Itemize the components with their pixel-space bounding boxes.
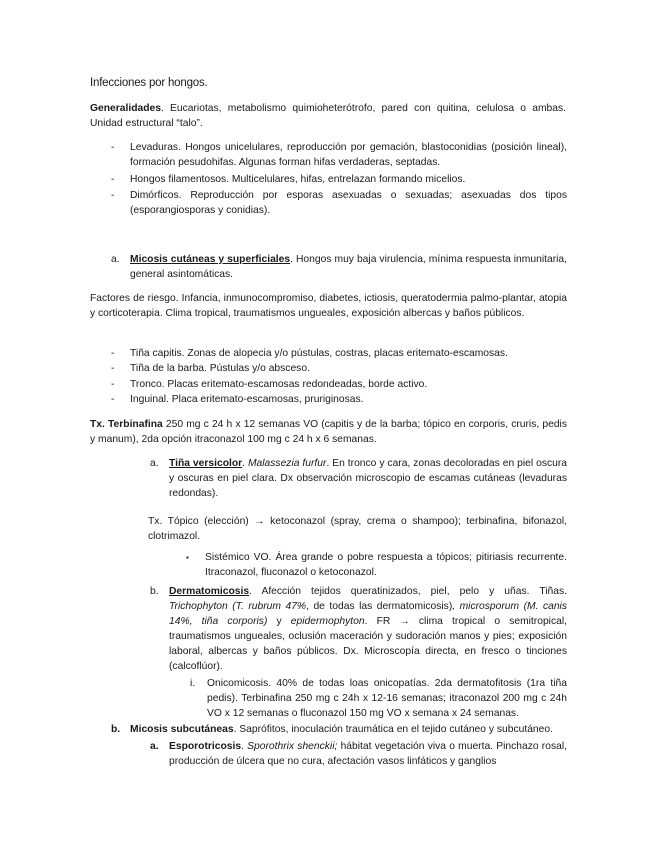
dash-bullet: - (111, 174, 115, 185)
esporotricosis-label: Esporotricosis (169, 741, 242, 752)
dash-bullet: - (111, 190, 115, 201)
generalidades-paragraph (90, 101, 566, 131)
section-b-marker: b. (111, 724, 121, 735)
dermatomicosis-text: . FR → clima tropical o semitropical, traumatismos ungueales, oclusión maceración y sudoración manos y pies; exposición laboral, albercas y baños públicos. Dx. Microscopía directa, en fresco o tinciones (calcoflúor). (169, 616, 567, 672)
dash-bullet: - (111, 363, 115, 374)
esporotricosis-species: Sporothrix shenckii; (247, 741, 338, 752)
onicomicosis-marker: i. (190, 678, 196, 689)
section-b-text: . Saprófitos, inoculación traumática en el tejido cutáneo y subcutáneo. (233, 724, 553, 735)
tx-text: 250 mg c 24 h x 12 semanas VO (capitis y de la barba; tópico en corporis, cruris, pedis y manum), 2da opción itraconazol 100 mg c 24 h x 6 semanas. (90, 419, 567, 445)
tina-versicolor-label: Tiña versicolor (169, 458, 243, 469)
dash-bullet: - (111, 394, 115, 405)
epidermophyton-text: epidermophyton (290, 616, 365, 627)
page-title: Infecciones por hongos. (90, 77, 208, 89)
section-b-paragraph (130, 722, 570, 737)
list-item: Tiña capitis. Zonas de alopecia y/o pústulas, costras, placas eritemato-escamosas. (130, 348, 508, 359)
dermatomicosis-paragraph (169, 584, 567, 674)
microsporum-text: , microsporum (M. canis 14%, tiña corporis) (169, 601, 567, 627)
section-a-marker: a. (111, 254, 120, 265)
tina-versicolor-paragraph: Tiña versicolor. Malassezia furfur. En tronco y cara, zonas decoloradas en piel oscura y oscuras en piel clara. Dx observación microscopio de escamas cutáneas (levaduras redondas). (169, 458, 567, 499)
square-bullet: ▪ (186, 553, 189, 562)
list-item: Levaduras. Hongos unicelulares, reproducción por gemación, blastoconidias (posición lineal), formación pesudohifas. Algunas forman hifas verdaderas, septadas. (130, 142, 567, 168)
trichophyton-text: Trichophyton (T. rubrum 47% (169, 601, 307, 612)
tina-versicolor-text: . En tronco y cara, zonas decoloradas en piel oscura y oscuras en piel clara. Dx observación microscopio de escamas cutáneas (levaduras redondas). (169, 458, 567, 499)
generalidades-text: . Eucariotas, metabolismo quimioheterótrofo, pared con quitina, celulosa o ambas. Unidad estructural “talo”. (90, 103, 566, 129)
section-a-text: . Hongos muy baja virulencia, mínima respuesta inmunitaria, general asintomáticas. (130, 254, 567, 280)
dermatomicosis-label: Dermatomicosis (169, 586, 250, 597)
onicomicosis-paragraph: Onicomicosis. 40% de todas loas onicopatías. 2da dermatofitosis (1ra tiña pedis). Terbinafina 250 mg c 24h x 12-16 semanas; itraconazol 200 mg c 24h VO x 12 semanas o fluconazol 150 mg VO x semana x 24 semanas. (207, 678, 567, 719)
list-item: Dimórficos. Reproducción por esporas asexuadas o sexuadas; asexuadas dos tipos (esporangiosporas y conidias). (130, 190, 567, 216)
esporotricosis-marker: a. (150, 741, 159, 752)
factores-paragraph: Factores de riesgo. Infancia, inmunocompromiso, diabetes, ictiosis, queratodermia palmo-plantar, atopia y corticoterapia. Clima tropical, traumatismos ungueales, exposición albercas y baños públicos. (90, 293, 567, 319)
list-item: Hongos filamentosos. Multicelulares, hifas, entrelazan formando micelios. (130, 174, 466, 185)
dash-bullet: - (111, 348, 115, 359)
list-item: Tronco. Placas eritemato-escamosas redondeadas, borde activo. (130, 379, 428, 390)
dash-bullet: - (111, 142, 115, 153)
section-a-paragraph (130, 252, 567, 282)
tx-label: Tx. Terbinafina (90, 419, 163, 430)
dermatomicosis-text: . Afección tejidos queratinizados, piel, pelo y uñas. Tiñas. (249, 586, 567, 597)
sistemico-paragraph: Sistémico VO. Área grande o pobre respuesta a tópicos; pitiriasis recurrente. Itraconazol, fluconazol o ketoconazol. (205, 552, 567, 578)
tina-versicolor-species: Malassezia furfur (247, 458, 327, 469)
section-a-label: Micosis cutáneas y superficiales (130, 254, 291, 265)
section-b-label: Micosis subcutáneas (130, 724, 234, 735)
tx-paragraph (90, 417, 567, 447)
list-item: Tiña de la barba. Pústulas y/o absceso. (130, 363, 310, 374)
esporotricosis-text: hábitat vegetación viva o muerta. Pinchazo rosal, producción de úlcera que no cura, afectación vasos linfáticos y ganglios (169, 741, 567, 767)
dash-bullet: - (111, 379, 115, 390)
esporotricosis-paragraph: Esporotricosis. Sporothrix shenckii; hábitat vegetación viva o muerta. Pinchazo rosal, producción de úlcera que no cura, afectación vasos linfáticos y ganglios (169, 741, 567, 767)
list-item: Inguinal. Placa eritemato-escamosas, pruriginosas. (130, 394, 364, 405)
dermatomicosis-text: , de todas las dermatomicosis) (306, 601, 453, 612)
tx-topico-paragraph: Tx. Tópico (elección) → ketoconazol (spray, crema o shampoo); terbinafina, bifonazol, clotrimazol. (148, 516, 567, 542)
generalidades-label: Generalidades (90, 103, 161, 114)
dermatomicosis-marker: b. (150, 586, 159, 597)
dermatomicosis-text: y (267, 616, 291, 627)
tina-versicolor-marker: a. (150, 458, 159, 469)
